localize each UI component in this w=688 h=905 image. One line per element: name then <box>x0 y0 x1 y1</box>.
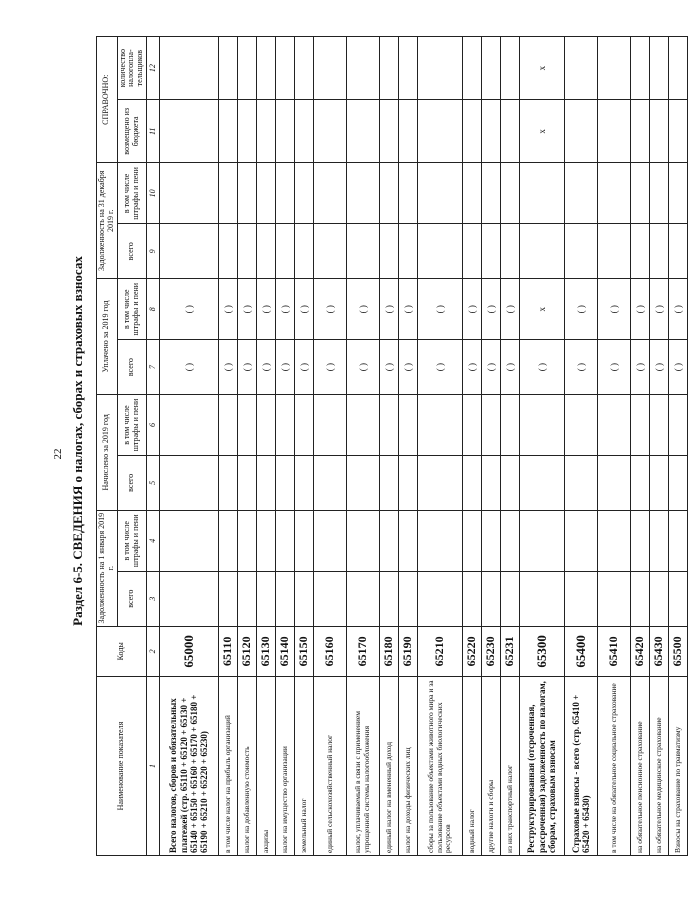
taxpayers-cell <box>564 37 597 100</box>
table-row <box>668 37 687 856</box>
table-row <box>275 37 294 856</box>
debt-end-fines-cell <box>668 163 687 224</box>
row-code: 65220 <box>462 626 481 677</box>
paid-total-cell: ( ) <box>313 340 346 395</box>
debt-end-fines-cell <box>159 163 218 224</box>
accrued-fines-cell <box>462 394 481 455</box>
debt-start-total-cell <box>481 571 500 626</box>
paid-fines-cell: ( ) <box>398 279 417 340</box>
paid-fines-cell: ( ) <box>294 279 313 340</box>
refunded-cell <box>256 100 275 163</box>
accrued-total-cell <box>379 456 398 511</box>
row-code: 65420 <box>630 626 649 677</box>
paid-fines-cell: ( ) <box>237 279 256 340</box>
accrued-fines-cell <box>218 394 237 455</box>
paid-total-cell: ( ) <box>346 340 379 395</box>
paid-fines-cell: ( ) <box>630 279 649 340</box>
column-index: 7 <box>146 340 159 395</box>
subheader-refunded: возмещено из бюджета <box>117 100 146 163</box>
debt-start-total-cell <box>630 571 649 626</box>
table-row <box>218 37 237 856</box>
row-name: налог, уплачиваемый в связи с применением упрощенной системы налогообложения <box>346 677 379 856</box>
taxpayers-cell <box>649 37 668 100</box>
accrued-fines-cell <box>313 394 346 455</box>
row-name: акцизы <box>256 677 275 856</box>
paid-fines-cell: ( ) <box>346 279 379 340</box>
debt-start-fines-cell <box>237 510 256 571</box>
table-row <box>462 37 481 856</box>
debt-end-fines-cell <box>346 163 379 224</box>
debt-start-fines-cell <box>481 510 500 571</box>
debt-start-fines-cell <box>159 510 218 571</box>
table-row <box>379 37 398 856</box>
accrued-fines-cell <box>159 394 218 455</box>
row-code: 65430 <box>649 626 668 677</box>
subheader-total: всего <box>117 571 146 626</box>
row-code: 65120 <box>237 626 256 677</box>
refunded-cell <box>275 100 294 163</box>
row-code: 65150 <box>294 626 313 677</box>
table-row <box>237 37 256 856</box>
refunded-cell <box>462 100 481 163</box>
subheader-fines: в том числе штрафы и пени <box>117 510 146 571</box>
paid-total-cell: ( ) <box>294 340 313 395</box>
debt-end-fines-cell <box>564 163 597 224</box>
debt-end-fines-cell <box>481 163 500 224</box>
paid-total-cell: ( ) <box>218 340 237 395</box>
paid-total-cell: ( ) <box>417 340 462 395</box>
paid-total-cell: ( ) <box>462 340 481 395</box>
page-number: 22 <box>52 448 64 460</box>
paid-total-cell: ( ) <box>275 340 294 395</box>
accrued-total-cell <box>237 456 256 511</box>
refunded-cell <box>597 100 630 163</box>
paid-total-cell: ( ) <box>379 340 398 395</box>
refunded-cell <box>417 100 462 163</box>
table-row <box>417 37 462 856</box>
debt-start-fines-cell <box>500 510 519 571</box>
paid-total-cell: ( ) <box>597 340 630 395</box>
paid-fines-cell: ( ) <box>649 279 668 340</box>
subheader-taxpayers: количество налогопла- тельщиков <box>117 37 146 100</box>
table-row <box>398 37 417 856</box>
debt-start-fines-cell <box>649 510 668 571</box>
paid-fines-cell: ( ) <box>500 279 519 340</box>
debt-start-fines-cell <box>275 510 294 571</box>
table-row <box>649 37 668 856</box>
table-row <box>500 37 519 856</box>
paid-total-cell: ( ) <box>237 340 256 395</box>
header-paid: Уплачено за 2019 год <box>97 279 118 395</box>
debt-end-total-cell <box>519 224 564 279</box>
accrued-total-cell <box>564 456 597 511</box>
debt-end-total-cell <box>417 224 462 279</box>
accrued-total-cell <box>313 456 346 511</box>
debt-end-fines-cell <box>500 163 519 224</box>
header-code: Коды <box>97 626 147 677</box>
debt-end-total-cell <box>564 224 597 279</box>
debt-end-total-cell <box>313 224 346 279</box>
debt-start-total-cell <box>668 571 687 626</box>
row-code: 65170 <box>346 626 379 677</box>
table-row <box>159 37 218 856</box>
paid-fines-cell: ( ) <box>313 279 346 340</box>
paid-total-cell: ( ) <box>564 340 597 395</box>
paid-fines-cell: ( ) <box>275 279 294 340</box>
debt-end-fines-cell <box>237 163 256 224</box>
paid-total-cell: ( ) <box>159 340 218 395</box>
row-name: единый налог на вмененный доход <box>379 677 398 856</box>
debt-end-total-cell <box>346 224 379 279</box>
debt-end-fines-cell <box>519 163 564 224</box>
debt-start-total-cell <box>237 571 256 626</box>
header-debt-end: Задолженность на 31 декабря 2019 г. <box>97 163 118 279</box>
debt-start-fines-cell <box>398 510 417 571</box>
accrued-fines-cell <box>256 394 275 455</box>
table-row <box>256 37 275 856</box>
taxpayers-cell <box>159 37 218 100</box>
debt-end-fines-cell <box>256 163 275 224</box>
paid-total-cell: ( ) <box>256 340 275 395</box>
debt-start-total-cell <box>462 571 481 626</box>
accrued-fines-cell <box>346 394 379 455</box>
row-name: единый сельскохозяйственный налог <box>313 677 346 856</box>
debt-start-total-cell <box>313 571 346 626</box>
debt-start-total-cell <box>379 571 398 626</box>
taxpayers-cell <box>630 37 649 100</box>
refunded-cell <box>218 100 237 163</box>
debt-end-total-cell <box>462 224 481 279</box>
column-index: 11 <box>146 100 159 163</box>
debt-start-fines-cell <box>346 510 379 571</box>
debt-end-fines-cell <box>597 163 630 224</box>
accrued-total-cell <box>218 456 237 511</box>
table-row <box>630 37 649 856</box>
header-name: Наименование показателя <box>97 677 147 856</box>
paid-total-cell: ( ) <box>630 340 649 395</box>
accrued-fines-cell <box>417 394 462 455</box>
row-name: Страховые взносы - всего (стр. 65410 + 65420 + 65430) <box>564 677 597 856</box>
paid-fines-cell: x <box>519 279 564 340</box>
refunded-cell <box>649 100 668 163</box>
debt-start-fines-cell <box>597 510 630 571</box>
debt-end-total-cell <box>159 224 218 279</box>
row-name: в том числе налог на прибыль организаций <box>218 677 237 856</box>
paid-fines-cell: ( ) <box>597 279 630 340</box>
paid-fines-cell: ( ) <box>564 279 597 340</box>
row-name: Всего налогов, сборов и обязательных платежей (стр. 65110 + 65120 + 65130 + 65140 + 65150 + 65160 + 65170 + 65180 + 65190 + 65210 + 65220 + 65230) <box>159 677 218 856</box>
debt-end-total-cell <box>630 224 649 279</box>
debt-end-total-cell <box>668 224 687 279</box>
debt-start-total-cell <box>346 571 379 626</box>
accrued-total-cell <box>275 456 294 511</box>
taxpayers-cell <box>294 37 313 100</box>
paid-fines-cell: ( ) <box>256 279 275 340</box>
accrued-total-cell <box>346 456 379 511</box>
row-name: сборы за пользование объектами животного мира и за пользование объектами водных биологических ресурсов <box>417 677 462 856</box>
debt-start-fines-cell <box>417 510 462 571</box>
row-name: на обязательное медицинское страхование <box>649 677 668 856</box>
debt-start-total-cell <box>256 571 275 626</box>
taxpayers-cell <box>500 37 519 100</box>
header-debt-start: Задолженность на 1 января 2019 г. <box>97 510 118 626</box>
taxpayers-cell <box>379 37 398 100</box>
taxpayers-cell <box>237 37 256 100</box>
table-row <box>294 37 313 856</box>
paid-total-cell: ( ) <box>500 340 519 395</box>
column-index-row <box>146 37 159 856</box>
row-name: Взносы на страхование по травматизму <box>668 677 687 856</box>
row-code: 65230 <box>481 626 500 677</box>
column-index: 3 <box>146 571 159 626</box>
row-code: 65000 <box>159 626 218 677</box>
refunded-cell <box>630 100 649 163</box>
column-index: 12 <box>146 37 159 100</box>
debt-start-fines-cell <box>668 510 687 571</box>
debt-end-fines-cell <box>398 163 417 224</box>
accrued-fines-cell <box>398 394 417 455</box>
refunded-cell <box>500 100 519 163</box>
section-title: Раздел 6-5. СВЕДЕНИЯ о налогах, сборах и страховых взносах <box>70 256 85 626</box>
refunded-cell <box>294 100 313 163</box>
debt-end-total-cell <box>597 224 630 279</box>
row-code: 65400 <box>564 626 597 677</box>
debt-start-fines-cell <box>256 510 275 571</box>
row-name: налог на доходы физических лиц <box>398 677 417 856</box>
debt-end-total-cell <box>379 224 398 279</box>
taxpayers-cell <box>417 37 462 100</box>
paid-total-cell: ( ) <box>649 340 668 395</box>
debt-end-total-cell <box>237 224 256 279</box>
debt-end-fines-cell <box>275 163 294 224</box>
refunded-cell <box>564 100 597 163</box>
subheader-total: всего <box>117 456 146 511</box>
taxes-table <box>96 36 688 856</box>
table-row <box>313 37 346 856</box>
row-name: в том числе на обязательное социальное страхование <box>597 677 630 856</box>
debt-end-fines-cell <box>417 163 462 224</box>
debt-start-fines-cell <box>379 510 398 571</box>
paid-fines-cell: ( ) <box>668 279 687 340</box>
debt-start-fines-cell <box>294 510 313 571</box>
row-code: 65210 <box>417 626 462 677</box>
paid-total-cell: ( ) <box>668 340 687 395</box>
accrued-fines-cell <box>668 394 687 455</box>
accrued-total-cell <box>462 456 481 511</box>
paid-fines-cell: ( ) <box>417 279 462 340</box>
debt-end-fines-cell <box>379 163 398 224</box>
paid-fines-cell: ( ) <box>481 279 500 340</box>
accrued-total-cell <box>294 456 313 511</box>
debt-start-fines-cell <box>630 510 649 571</box>
taxpayers-cell <box>597 37 630 100</box>
accrued-total-cell <box>668 456 687 511</box>
debt-start-total-cell <box>398 571 417 626</box>
taxpayers-cell: x <box>519 37 564 100</box>
refunded-cell <box>313 100 346 163</box>
accrued-fines-cell <box>564 394 597 455</box>
taxpayers-cell <box>218 37 237 100</box>
paid-fines-cell: ( ) <box>462 279 481 340</box>
row-name: из них транспортный налог <box>500 677 519 856</box>
row-name: земельный налог <box>294 677 313 856</box>
column-index: 6 <box>146 394 159 455</box>
refunded-cell: x <box>519 100 564 163</box>
debt-end-total-cell <box>275 224 294 279</box>
accrued-total-cell <box>481 456 500 511</box>
accrued-total-cell <box>649 456 668 511</box>
debt-start-total-cell <box>597 571 630 626</box>
accrued-fines-cell <box>649 394 668 455</box>
debt-start-total-cell <box>159 571 218 626</box>
subheader-total: всего <box>117 340 146 395</box>
refunded-cell <box>237 100 256 163</box>
debt-end-total-cell <box>398 224 417 279</box>
refunded-cell <box>159 100 218 163</box>
refunded-cell <box>668 100 687 163</box>
debt-start-total-cell <box>649 571 668 626</box>
accrued-fines-cell <box>294 394 313 455</box>
row-code: 65130 <box>256 626 275 677</box>
header-reference: СПРАВОЧНО: <box>97 37 118 163</box>
debt-start-fines-cell <box>519 510 564 571</box>
taxpayers-cell <box>481 37 500 100</box>
debt-end-fines-cell <box>462 163 481 224</box>
row-code: 65180 <box>379 626 398 677</box>
debt-end-total-cell <box>256 224 275 279</box>
debt-end-fines-cell <box>294 163 313 224</box>
row-name: Реструктурированная (отсроченная, рассроченная) задолженность по налогам, сборам, страховым взносам <box>519 677 564 856</box>
table-row <box>481 37 500 856</box>
debt-start-fines-cell <box>313 510 346 571</box>
debt-end-fines-cell <box>218 163 237 224</box>
accrued-total-cell <box>256 456 275 511</box>
row-name: налог на имущество организации <box>275 677 294 856</box>
accrued-total-cell <box>398 456 417 511</box>
table-row <box>519 37 564 856</box>
row-code: 65410 <box>597 626 630 677</box>
debt-start-total-cell <box>218 571 237 626</box>
row-name: другие налоги и сборы <box>481 677 500 856</box>
accrued-fines-cell <box>597 394 630 455</box>
column-index: 4 <box>146 510 159 571</box>
accrued-fines-cell <box>237 394 256 455</box>
accrued-total-cell <box>500 456 519 511</box>
subheader-fines: в том числе штрафы и пени <box>117 163 146 224</box>
refunded-cell <box>398 100 417 163</box>
debt-end-total-cell <box>500 224 519 279</box>
accrued-total-cell <box>519 456 564 511</box>
taxpayers-cell <box>313 37 346 100</box>
row-name: водный налог <box>462 677 481 856</box>
row-code: 65500 <box>668 626 687 677</box>
column-index: 8 <box>146 279 159 340</box>
paid-fines-cell: ( ) <box>379 279 398 340</box>
debt-start-total-cell <box>500 571 519 626</box>
subheader-total: всего <box>117 224 146 279</box>
accrued-total-cell <box>417 456 462 511</box>
paid-total-cell: ( ) <box>481 340 500 395</box>
column-index: 9 <box>146 224 159 279</box>
taxpayers-cell <box>256 37 275 100</box>
accrued-total-cell <box>597 456 630 511</box>
debt-end-total-cell <box>294 224 313 279</box>
paid-total-cell: ( ) <box>519 340 564 395</box>
row-name: налог на добавленную стоимость <box>237 677 256 856</box>
subheader-fines: в том числе штрафы и пени <box>117 394 146 455</box>
debt-end-total-cell <box>649 224 668 279</box>
table-row <box>346 37 379 856</box>
taxpayers-cell <box>668 37 687 100</box>
column-index: 5 <box>146 456 159 511</box>
debt-start-total-cell <box>294 571 313 626</box>
debt-start-total-cell <box>417 571 462 626</box>
accrued-fines-cell <box>275 394 294 455</box>
paid-total-cell: ( ) <box>398 340 417 395</box>
debt-end-fines-cell <box>313 163 346 224</box>
accrued-fines-cell <box>379 394 398 455</box>
debt-end-total-cell <box>481 224 500 279</box>
row-code: 65110 <box>218 626 237 677</box>
column-index: 2 <box>146 626 159 677</box>
accrued-total-cell <box>159 456 218 511</box>
taxpayers-cell <box>346 37 379 100</box>
paid-fines-cell: ( ) <box>218 279 237 340</box>
row-code: 65190 <box>398 626 417 677</box>
form-sheet <box>58 16 685 866</box>
row-code: 65300 <box>519 626 564 677</box>
accrued-fines-cell <box>519 394 564 455</box>
accrued-total-cell <box>630 456 649 511</box>
refunded-cell <box>379 100 398 163</box>
debt-start-fines-cell <box>564 510 597 571</box>
debt-start-total-cell <box>564 571 597 626</box>
debt-start-total-cell <box>519 571 564 626</box>
column-index: 1 <box>146 677 159 856</box>
debt-end-fines-cell <box>649 163 668 224</box>
paid-fines-cell: ( ) <box>159 279 218 340</box>
taxpayers-cell <box>462 37 481 100</box>
row-code: 65140 <box>275 626 294 677</box>
column-index: 10 <box>146 163 159 224</box>
taxpayers-cell <box>275 37 294 100</box>
accrued-fines-cell <box>500 394 519 455</box>
debt-start-total-cell <box>275 571 294 626</box>
debt-start-fines-cell <box>462 510 481 571</box>
table-row <box>564 37 597 856</box>
subheader-fines: в том числе штрафы и пени <box>117 279 146 340</box>
debt-start-fines-cell <box>218 510 237 571</box>
refunded-cell <box>346 100 379 163</box>
refunded-cell <box>481 100 500 163</box>
table-row <box>597 37 630 856</box>
accrued-fines-cell <box>630 394 649 455</box>
debt-end-fines-cell <box>630 163 649 224</box>
debt-end-total-cell <box>218 224 237 279</box>
accrued-fines-cell <box>481 394 500 455</box>
row-name: на обязательное пенсионное страхование <box>630 677 649 856</box>
header-accrued: Начислено за 2019 год <box>97 394 118 510</box>
row-code: 65231 <box>500 626 519 677</box>
taxpayers-cell <box>398 37 417 100</box>
row-code: 65160 <box>313 626 346 677</box>
